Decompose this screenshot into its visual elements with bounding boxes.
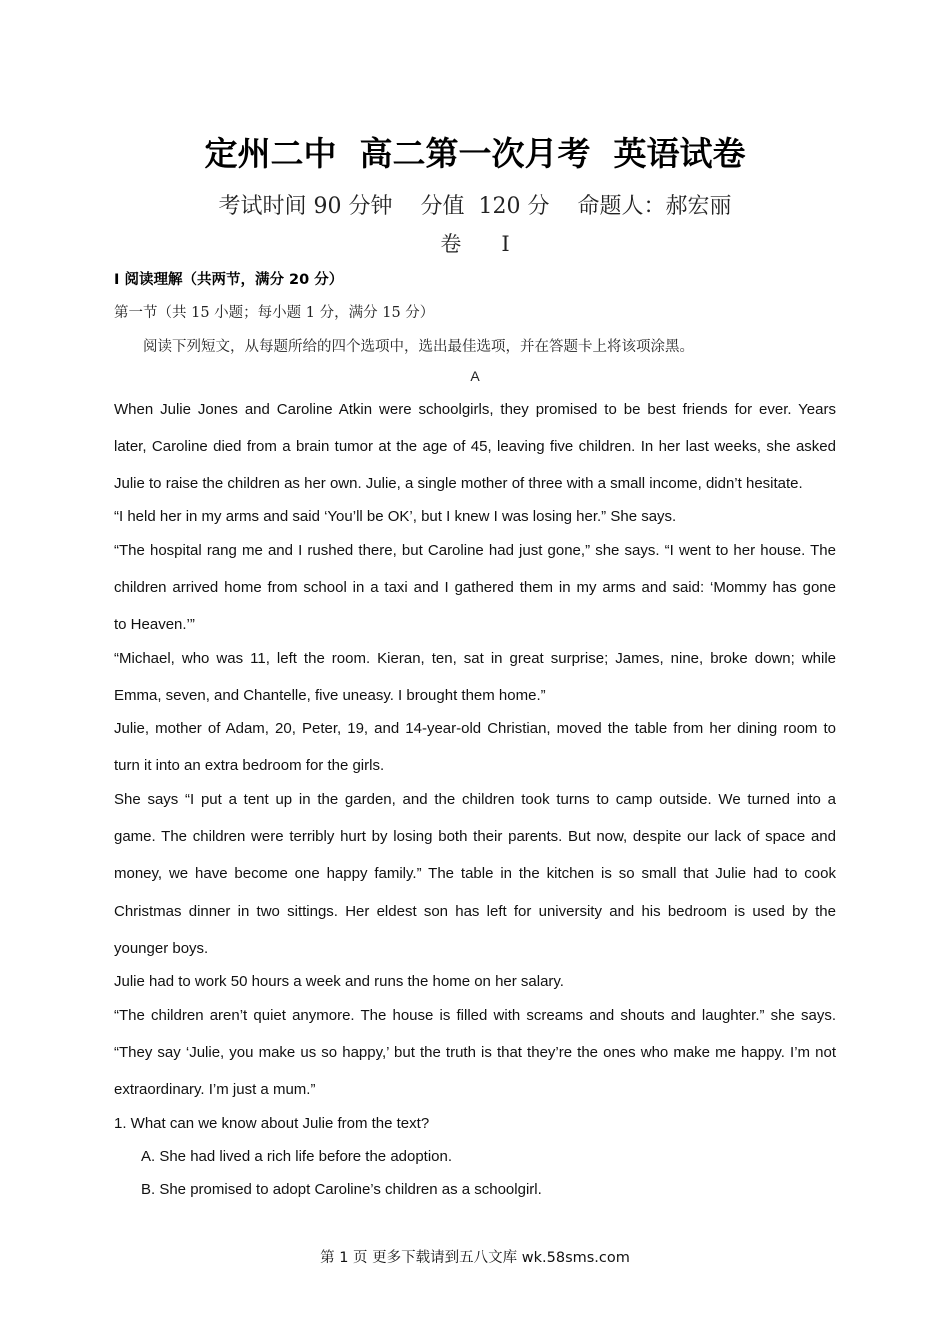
passage-line: to Heaven.’” [114,616,195,633]
passage-line: “I held her in my arms and said ‘You’ll be OK’, but I knew I was losing her.” She says. [114,508,677,525]
passage-line: Christmas dinner in two sittings. Her eldest son has left for university and his bedroom is used by the [114,903,836,920]
passage-line: later, Caroline died from a brain tumor at the age of 45, leaving five children. In her last weeks, she asked [114,438,836,455]
section-heading: Ⅰ 阅读理解（共两节，满分 20 分） [114,272,344,288]
passage-line: money, we have become one happy family.” The table in the kitchen is so small that Julie had to cook [114,865,836,882]
passage-line: younger boys. [114,940,209,957]
passage-line: She says “I put a tent up in the garden, and the children took turns to camp outside. We turned into a [114,791,836,808]
passage-line: turn it into an extra bedroom for the girls. [114,757,385,774]
passage-line: “The children aren’t quiet anymore. The house is filled with screams and shouts and laughter.” she says. [114,1007,836,1024]
passage-line: “The hospital rang me and I rushed there, but Caroline had just gone,” she says. “I went to her house. The [114,542,836,559]
passage-line: “Michael, who was 11, left the room. Kieran, ten, sat in great surprise; James, nine, broke down; while [114,650,836,667]
passage-line: Emma, seven, and Chantelle, five uneasy. I brought them home.” [114,687,546,704]
question-stem: 1. What can we know about Julie from the text? [114,1115,430,1132]
passage-line: Julie to raise the children as her own. Julie, a single mother of three with a small income, didn’t hesitate. [114,475,803,492]
exam-title: 定州二中 高二第一次月考 英语试卷 [204,134,746,173]
question-option-a: A. She had lived a rich life before the adoption. [141,1148,453,1165]
page-footer: 第 1 页 更多下载请到五八文库 wk.58sms.com [320,1250,630,1266]
passage-line: Julie had to work 50 hours a week and runs the home on her salary. [114,973,564,990]
passage-line: Julie, mother of Adam, 20, Peter, 19, and 14-year-old Christian, moved the table from her dining room to [114,720,836,737]
exam-info: 考试时间 90 分钟 分值 120 分 命题人：郝宏丽 [218,194,732,219]
passage-line: game. The children were terribly hurt by losing both their parents. But now, despite our lack of space and [114,828,836,845]
passage-label: A [470,368,480,384]
passage-line: extraordinary. I’m just a mum.” [114,1081,316,1098]
passage-line: “They say ‘Julie, you make us so happy,’ but the truth is that they’re the ones who make me happy. I’m not [114,1044,836,1061]
question-option-b: B. She promised to adopt Caroline’s children as a schoolgirl. [141,1181,542,1198]
part-heading: 第一节（共 15 小题；每小题 1 分，满分 15 分） [114,305,435,321]
passage-line: When Julie Jones and Caroline Atkin were schoolgirls, they promised to be best friends for ever. Years [114,401,836,418]
instruction-text: 阅读下列短文，从每题所给的四个选项中，选出最佳选项，并在答题卡上将该项涂黑。 [143,339,694,355]
passage-line: children arrived home from school in a taxi and I gathered them in my arms and said: ‘Mommy has gone [114,579,836,596]
volume-label: 卷 Ⅰ [440,232,510,256]
